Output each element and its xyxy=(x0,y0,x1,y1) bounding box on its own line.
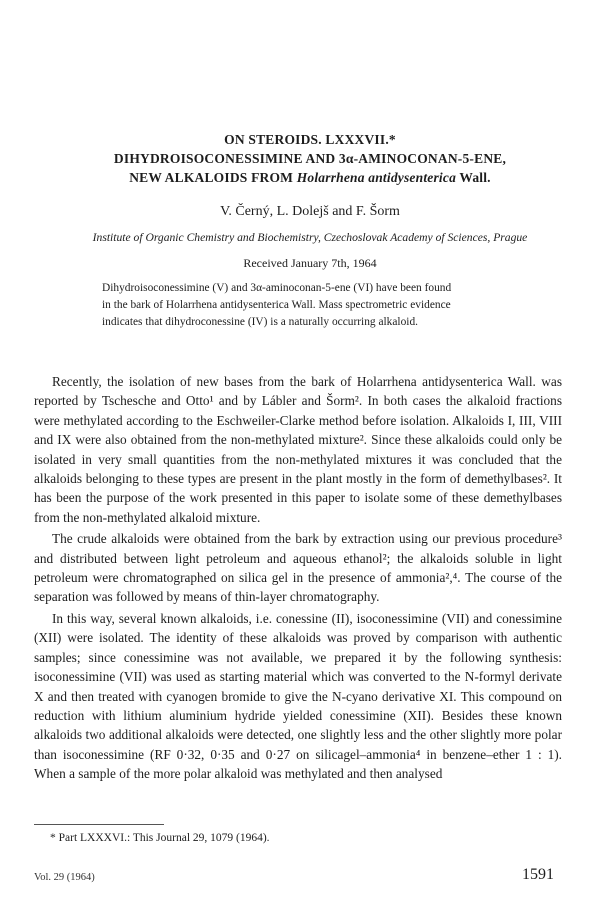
body-paragraph: The crude alkaloids were obtained from the bark by extraction using our previous procedure³ and distributed between light petroleum and aqueous ethanol²; the alkaloids soluble in light petroleum were chromatographed on silica gel in the presence of ammonia²,⁴. The course of the separation was followed by means of thin-layer chromatography. xyxy=(34,531,562,605)
title-species: Holarrhena antidysenterica xyxy=(296,170,457,185)
title-suffix: Wall. xyxy=(456,170,491,185)
abstract-line: in the bark of Holarrhena antidysenterica Wall. Mass spectrometric evidence xyxy=(102,299,451,311)
body-paragraph: In this way, several known alkaloids, i.e. conessine (II), isoconessimine (VII) and conessimine (XII) were isolated. The identity of these alkaloids was proved by comparison with authentic samples; since conessimine was not available, we prepared it by the following synthesis: isoconessimine (VII) was used as starting material which was converted to the N-formyl derivate X and then treated with cyanogen bromide to give the N-cyano derivative XI. This compound on reduction with lithium aluminium hydride yielded conessimine (XII). Besides these known alkaloids two additional alkaloids were detected, one slightly less and the other slightly more polar than isoconessimine (RF 0·32, 0·35 and 0·27 on silicagel–ammonia⁴ in benzene–ether 1 : 1). When a sample of the more polar alkaloid was methylated and then analysed xyxy=(34,610,562,782)
article-series-title: ON STEROIDS. LXXXVII.* xyxy=(224,132,396,147)
journal-volume: Vol. 29 (1964) xyxy=(34,872,95,883)
article-title-line-2: DIHYDROISOCONESSIMINE AND 3α-AMINOCONAN-5-ENE, xyxy=(113,151,507,166)
author-list: V. Černý, L. Dolejš and F. Šorm xyxy=(220,204,400,219)
footnote-divider xyxy=(34,824,164,825)
title-prefix: NEW ALKALOIDS FROM xyxy=(129,170,297,185)
article-title-line-3 xyxy=(40,169,580,187)
abstract-line: Dihydroisoconessimine (V) and 3α-aminoconan-5-ene (VI) have been found xyxy=(102,282,452,294)
abstract-line: indicates that dihydroconessine (IV) is a naturally occurring alkaloid. xyxy=(102,316,418,328)
author-affiliation: Institute of Organic Chemistry and Biochemistry, Czechoslovak Academy of Sciences, Prague xyxy=(92,231,528,244)
body-paragraph: Recently, the isolation of new bases from the bark of Holarrhena antidysenterica Wall. was reported by Tschesche and Otto¹ and by Lábler and Šorm². In both cases the alkaloid fractions were methylated according to the Eschweiler-Clarke method before isolation. Alkaloids I, III, VIII and IX were also obtained from the non-methylated mixture². Since these alkaloids could only be isolated in very small quantities from the non-methylated mixtures it was concluded that the alkaloids belonging to these types are present in the plant mostly in the form of demethylbases². It has been the purpose of the work presented in this paper to isolate some of these demethylbases from the non-methylated alkaloid mixture. xyxy=(34,374,562,525)
received-date: Received January 7th, 1964 xyxy=(243,256,377,270)
article-body xyxy=(34,372,562,786)
abstract xyxy=(102,280,480,331)
page-number: 1591 xyxy=(522,866,554,883)
footnote: * Part LXXXVI.: This Journal 29, 1079 (1964). xyxy=(50,832,270,844)
